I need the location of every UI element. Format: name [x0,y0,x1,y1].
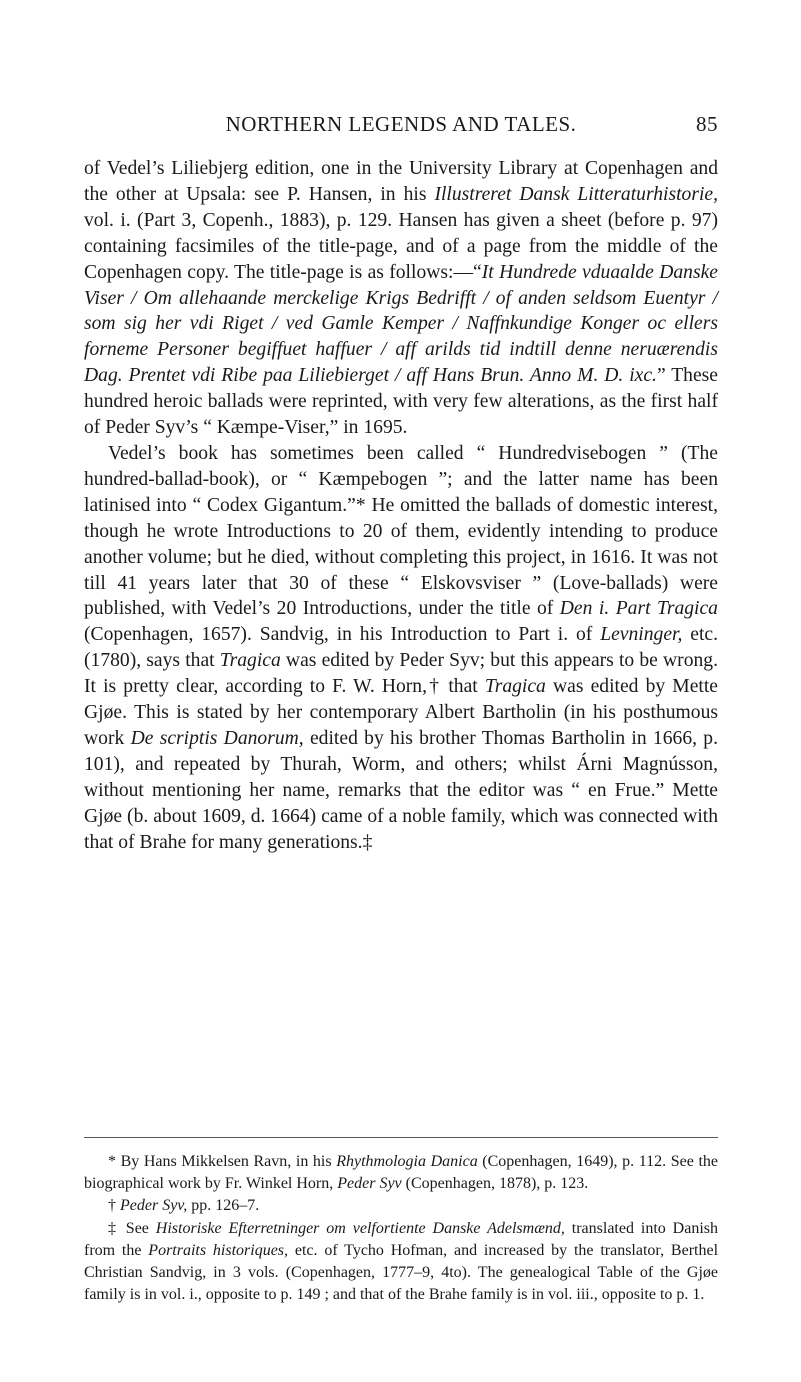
book-title: De scriptis Danorum, [130,727,304,749]
text-run: was edited by Mette Gjøe. This is stated by her contemporary Albert Bartholin (in his posthumous work [84,676,718,749]
book-title: Peder Syv, [120,1197,188,1215]
quoted-title-page: It Hundrede vduaalde Danske Viser / Om allehaande merckelige Krigs Bedrifft / of anden seldsom Euentyr / som sig her vdi Riget / ved Gamle Kemper / Naffnkundige Konger oc ellers forneme Personer begiffuet haffuer / aff arilds tid indtill denne neruærendis Dag. Prentet vdi Ribe paa Liliebierget / aff Hans Brun. Anno M. D. ixc. [84,261,718,387]
paragraph-1 [84,156,718,441]
text-run: ” These hundred heroic ballads were reprinted, with very few alterations, as the first half of Peder Syv’s “ Kæmpe-Viser,” in 1695. [84,365,718,439]
footnote-rule [84,1137,718,1138]
book-title: Tragica [219,650,281,672]
text-run: edited by his brother Thomas Bartholin in 1666, p. 101), and repeated by Thurah, Worm, and others; whilst Árni Magnússon, without mentioning her name, remarks that the editor was “ en Frue.” Mette Gjøe (b. about 1609, d. 1664) came of a noble family, which was connected with that of Brahe for many generations.‡ [84,727,719,853]
text-run: ‡ See [108,1219,156,1237]
book-title: Illustreret Dansk Litteraturhistorie, [434,183,719,205]
text-run: pp. 126–7. [187,1197,260,1215]
book-title: Rhythmologia Danica [336,1153,478,1170]
page-number: 85 [696,112,718,136]
text-run: (Copenhagen, 1657). Sandvig, in his Introduction to Part i. of [84,624,601,646]
text-run: of Vedel’s Liliebjerg edition, one in the University Library at Copenhagen and the other at Upsala: see P. Hansen, in his [84,158,718,205]
text-run: Vedel’s book has sometimes been called “ Hundredvisebogen ” (The hundred-ballad-book), or “ Kæmpebogen ”; and the latter name has been latinised into “ Codex Gigantum.”* He omitted the ballads of domestic interest, though he wrote Introductions to 20 of them, evidently intending to produce another volume; but he died, without completing this project, in 1616. It was not till 41 years later that 30 of these “ Elskovsviser ” (Love-ballads) were published, with Vedel’s 20 Introductions, under the title of [84,442,718,620]
text-run: was edited by Peder Syv; but this appears to be wrong. It is pretty clear, according to F. W. Horn,† that [84,650,718,698]
footnotes [84,1151,718,1306]
text-run: † [108,1197,120,1215]
book-title: Portraits historiques, [148,1241,289,1259]
text-run: etc. (1780), says that [84,624,718,672]
text-run: vol. i. (Part 3, Copenh., 1883), p. 129. Hansen has given a sheet (before p. 97) containing facsimiles of the title-page, and of a page from the middle of the Copenhagen copy. The title-page is as follows:—“ [84,209,718,283]
footnote-3 [84,1218,718,1307]
paragraph-2 [84,441,718,856]
text-run: * By Hans Mikkelsen Ravn, in his [108,1153,337,1170]
book-title: Peder Syv [337,1175,402,1193]
footnote-1 [84,1151,718,1195]
body-text [84,156,718,855]
text-run: etc. of Tycho Hofman, and increased by the translator, Berthel Christian Sandvig, in 3 vols. (Copenhagen, 1777–9, 4to). The genealogical Table of the Gjøe family is in vol. i., opposite to p. 149 ; and that of the Brahe family is in vol. iii., opposite to p. 1. [84,1241,719,1304]
book-title: Tragica [484,676,546,698]
book-title: Levninger, [600,624,683,646]
text-run: (Copenhagen, 1649), p. 112. See the biographical work by Fr. Winkel Horn, [84,1153,719,1193]
book-title: Historiske Efterretninger om velfortiente Danske Adelsmænd, [155,1219,565,1237]
footnote-2 [84,1195,718,1217]
running-head [84,112,718,142]
text-run: translated into Danish from the [84,1219,718,1259]
book-title: Den i. Part Tragica [559,598,718,620]
text-run: (Copenhagen, 1878), p. 123. [401,1175,589,1193]
running-title: NORTHERN LEGENDS AND TALES. [225,112,577,136]
